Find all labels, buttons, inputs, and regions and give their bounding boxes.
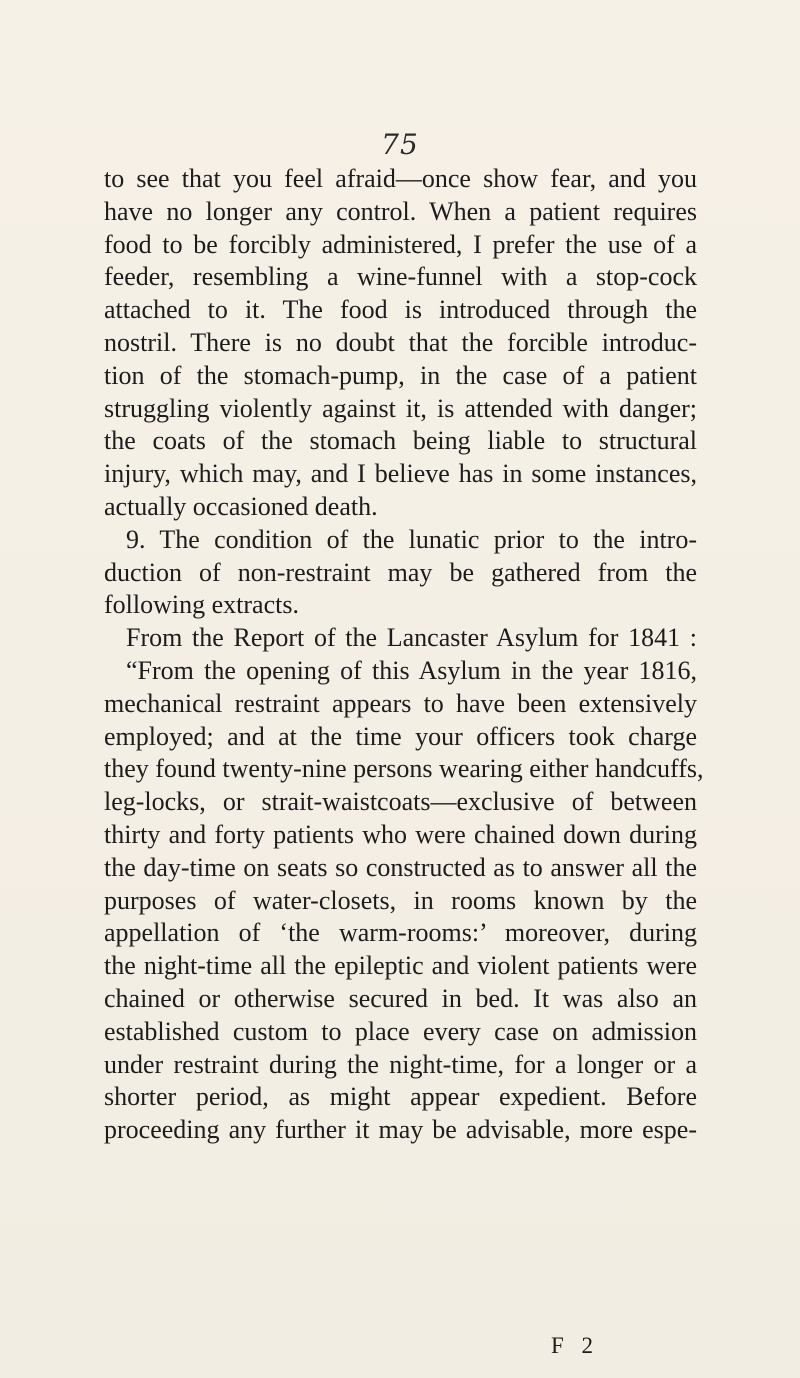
text-line: thirty and forty patients who were chained down during — [104, 819, 697, 849]
text-line: 9. The condition of the lunatic prior to the intro- — [126, 524, 697, 554]
text-line: to see that you feel afraid—once show fear, and you — [104, 164, 697, 193]
text-line: appellation of ‘the warm-rooms:’ moreover, during — [104, 918, 697, 948]
text-line: they found twenty-nine persons wearing either handcuffs, — [104, 754, 704, 784]
text-line: leg-locks, or strait-waistcoats—exclusive of between — [104, 787, 697, 817]
text-line: duction of non-restraint may be gathered from the — [104, 557, 697, 587]
text-line: chained or otherwise secured in bed. It was also an — [104, 983, 697, 1013]
text-line: established custom to place every case on admission — [104, 1016, 697, 1046]
text-line: From the Report of the Lancaster Asylum for 1841 : — [126, 623, 697, 653]
text-line: the night-time all the epileptic and violent patients were — [104, 951, 697, 981]
text-line: attached to it. The food is introduced through the — [104, 295, 697, 325]
text-line: mechanical restraint appears to have been extensively — [104, 688, 697, 718]
body-text — [104, 163, 704, 1147]
text-line: “From the opening of this Asylum in the year 1816, — [126, 655, 697, 685]
text-line: employed; and at the time your officers took charge — [104, 721, 697, 751]
text-line: feeder, resembling a wine-funnel with a stop-cock — [104, 262, 697, 292]
text-line: actually occasioned death. — [104, 491, 378, 521]
text-line: struggling violently against it, is attended with danger; — [104, 393, 697, 423]
text-line: tion of the stomach-pump, in the case of a patient — [104, 360, 697, 390]
text-line: nostril. There is no doubt that the forcible introduc- — [104, 327, 697, 357]
text-line: food to be forcibly administered, I prefer the use of a — [104, 229, 697, 259]
text-line: shorter period, as might appear expedient. Before — [104, 1082, 697, 1112]
signature-mark: F 2 — [551, 1333, 600, 1358]
text-line: under restraint during the night-time, for a longer or a — [104, 1049, 697, 1079]
text-line: following extracts. — [104, 590, 299, 620]
text-line: injury, which may, and I believe has in some instances, — [104, 459, 697, 489]
text-line: the coats of the stomach being liable to structural — [104, 426, 697, 456]
text-line: the day-time on seats so constructed as to answer all the — [104, 852, 697, 882]
text-line: have no longer any control. When a patient requires — [104, 196, 697, 226]
page-number: 75 — [381, 128, 419, 161]
text-line: purposes of water-closets, in rooms known by the — [104, 885, 697, 915]
text-line: proceeding any further it may be advisable, more espe- — [104, 1115, 697, 1145]
